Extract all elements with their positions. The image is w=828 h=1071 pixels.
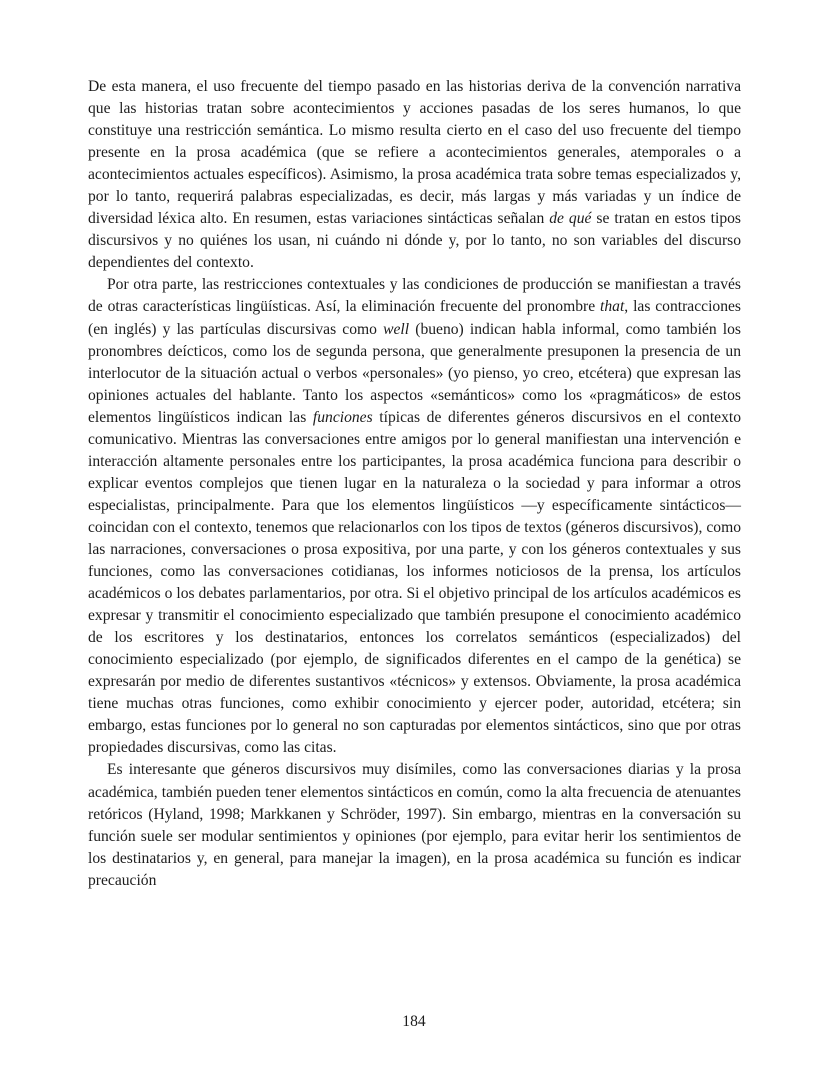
page-text-body [88,76,741,892]
paragraph-2: Por otra parte, las restricciones contextuales y las condiciones de producción se manifiestan a través de otras características lingüísticas. Así, la eliminación frecuente del pronombre that, las contracciones (en inglés) y las partículas discursivas como well (bueno) indican habla informal, como también los pronombres deícticos, como los de segunda persona, que generalmente presuponen la presencia de un interlocutor de la situación actual o verbos «personales» (yo pienso, yo creo, etcétera) que expresan las opiniones actuales del hablante. Tanto los aspectos «semánticos» como los «pragmáticos» de estos elementos lingüísticos indican las funciones típicas de diferentes géneros discursivos en el contexto comunicativo. Mientras las conversaciones entre amigos por lo general manifiestan una intervención e interacción altamente personales entre los participantes, la prosa académica funciona para describir o explicar eventos complejos que tienen lugar en la naturaleza o la sociedad y para informar a otros especialistas, principalmente. Para que los elementos lingüísticos —y específicamente sintácticos— coincidan con el contexto, tenemos que relacionarlos con los tipos de textos (géneros discursivos), como las narraciones, conversaciones o prosa expositiva, por una parte, y con los géneros contextuales y sus funciones, como las conversaciones cotidianas, los informes noticiosos de la prensa, los artículos académicos o los debates parlamentarios, por otra. Si el objetivo principal de los artículos académicos es expresar y transmitir el conocimiento especializado que también presupone el conocimiento académico de los escritores y los destinatarios, entonces los correlatos semánticos (especializados) del conocimiento especializado (por ejemplo, de significados diferentes en el campo de la genética) se expresarán por medio de diferentes sustantivos «técnicos» y extensos. Obviamente, la prosa académica tiene muchas otras funciones, como exhibir conocimiento y ejercer poder, autoridad, etcétera; sin embargo, estas funciones por lo general no son capturadas por elementos sintácticos, sino que por otras propiedades discursivas, como las citas. [88,276,741,757]
emphasis-text: de qué [549,210,592,228]
emphasis-text: that [600,298,625,316]
paragraph-3: Es interesante que géneros discursivos muy disímiles, como las conversaciones diarias y la prosa académica, también pueden tener elementos sintácticos en común, como la alta frecuencia de atenuantes retóricos (Hyland, 1998; Markkanen y Schröder, 1997). Sin embargo, mientras en la conversación su función suele ser modular sentimientos y opiniones (por ejemplo, para evitar herir los sentimientos de los destinatarios y, en general, para manejar la imagen), en la prosa académica su función es indicar precaución [88,761,741,889]
emphasis-text: funciones [312,408,373,426]
emphasis-text: well [383,320,410,338]
page-number: 184 [402,1013,426,1030]
paragraph-1: De esta manera, el uso frecuente del tiempo pasado en las historias deriva de la convención narrativa que las historias tratan sobre acontecimientos y acciones pasadas de los seres humanos, lo que constituye una restricción semántica. Lo mismo resulta cierto en el caso del uso frecuente del tiempo presente en la prosa académica (que se refiere a acontecimientos generales, atemporales o a acontecimientos actuales específicos). Asimismo, la prosa académica trata sobre temas especializados y, por lo tanto, requerirá palabras especializadas, es decir, más largas y más variadas y un índice de diversidad léxica alto. En resumen, estas variaciones sintácticas señalan de qué se tratan en estos tipos discursivos y no quiénes los usan, ni cuándo ni dónde y, por lo tanto, no son variables del discurso dependientes del contexto. [88,78,741,272]
